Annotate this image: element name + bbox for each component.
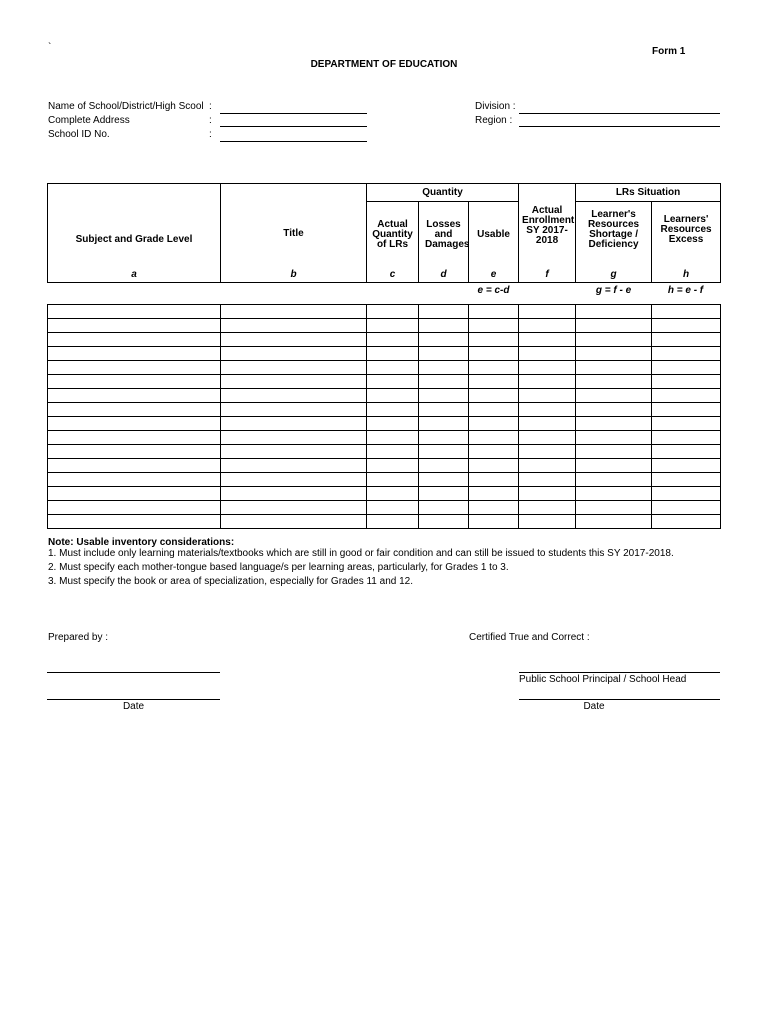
table-cell[interactable] — [469, 459, 519, 473]
table-cell[interactable] — [652, 473, 721, 487]
table-cell[interactable] — [48, 515, 221, 529]
table-cell[interactable] — [221, 403, 367, 417]
table-cell[interactable] — [576, 417, 652, 431]
table-cell[interactable] — [48, 375, 221, 389]
table-cell[interactable] — [576, 501, 652, 515]
column-header-shortage — [576, 202, 652, 283]
table-cell[interactable] — [221, 459, 367, 473]
table-cell[interactable] — [221, 417, 367, 431]
table-cell[interactable] — [419, 403, 469, 417]
table-cell[interactable] — [652, 305, 721, 319]
date-label-left: Date — [122, 701, 145, 712]
table-cell[interactable] — [519, 347, 576, 361]
formula-g: g = f - e — [595, 285, 632, 296]
table-cell[interactable] — [367, 333, 419, 347]
notes-title: Note: Usable inventory considerations: — [48, 537, 235, 548]
table-cell[interactable] — [652, 417, 721, 431]
table-cell[interactable] — [519, 515, 576, 529]
table-row — [48, 459, 721, 473]
table-cell[interactable] — [469, 417, 519, 431]
table-cell[interactable] — [221, 305, 367, 319]
table-cell[interactable] — [419, 417, 469, 431]
table-cell[interactable] — [419, 319, 469, 333]
table-cell[interactable] — [652, 319, 721, 333]
table-cell[interactable] — [419, 361, 469, 375]
table-cell[interactable] — [419, 445, 469, 459]
school-id-field[interactable] — [220, 141, 367, 142]
column-label-shortage: Learner's Resources Shortage / Deficiency — [587, 209, 640, 250]
table-row — [48, 361, 721, 375]
table-cell[interactable] — [367, 403, 419, 417]
column-header-enrollment — [519, 184, 576, 283]
table-cell[interactable] — [48, 333, 221, 347]
column-header-losses — [419, 202, 469, 283]
table-cell[interactable] — [48, 417, 221, 431]
table-cell[interactable] — [48, 319, 221, 333]
address-label: Complete Address — [48, 115, 130, 126]
table-cell[interactable] — [652, 333, 721, 347]
table-cell[interactable] — [469, 515, 519, 529]
prepared-by-signature-line[interactable] — [47, 672, 220, 673]
column-label-usable: Usable — [477, 229, 510, 240]
table-cell[interactable] — [221, 361, 367, 375]
column-letter-g: g — [610, 269, 617, 280]
table-cell[interactable] — [576, 515, 652, 529]
table-cell[interactable] — [419, 501, 469, 515]
column-label-title: Title — [283, 228, 304, 239]
table-cell[interactable] — [652, 361, 721, 375]
table-cell[interactable] — [469, 375, 519, 389]
table-cell[interactable] — [519, 305, 576, 319]
table-row — [48, 403, 721, 417]
column-header-excess — [652, 202, 721, 283]
table-cell[interactable] — [469, 403, 519, 417]
region-field[interactable] — [519, 126, 720, 127]
table-cell[interactable] — [367, 473, 419, 487]
column-label-losses: Losses and Damages — [425, 219, 470, 250]
table-cell[interactable] — [469, 445, 519, 459]
table-cell[interactable] — [652, 347, 721, 361]
column-header-subject — [48, 184, 221, 283]
table-cell[interactable] — [367, 515, 419, 529]
table-cell[interactable] — [221, 389, 367, 403]
table-cell[interactable] — [367, 347, 419, 361]
table-cell[interactable] — [419, 333, 469, 347]
certified-label: Certified True and Correct : — [469, 632, 590, 643]
table-cell[interactable] — [519, 417, 576, 431]
column-label-actual-quantity: Actual Quantity of LRs — [372, 219, 413, 250]
table-cell[interactable] — [576, 431, 652, 445]
table-row — [48, 473, 721, 487]
table-cell[interactable] — [469, 431, 519, 445]
table-cell[interactable] — [652, 389, 721, 403]
table-cell[interactable] — [519, 389, 576, 403]
colon: : — [209, 101, 212, 112]
table-cell[interactable] — [519, 319, 576, 333]
table-cell[interactable] — [469, 473, 519, 487]
page-title: DEPARTMENT OF EDUCATION — [310, 59, 458, 70]
table-cell[interactable] — [367, 389, 419, 403]
table-cell[interactable] — [221, 515, 367, 529]
note-item-3: 3. Must specify the book or area of specialization, especially for Grades 11 and 12. — [48, 576, 414, 587]
colon: : — [209, 115, 212, 126]
table-cell[interactable] — [469, 319, 519, 333]
note-item-2: 2. Must specify each mother-tongue based language/s per learning areas, particularly, for Grades 1 to 3. — [48, 562, 509, 573]
table-row — [48, 389, 721, 403]
column-header-actual-quantity — [367, 202, 419, 283]
table-cell[interactable] — [221, 473, 367, 487]
table-row — [48, 319, 721, 333]
column-letter-b: b — [290, 269, 297, 280]
column-label-enrollment: Actual Enrollment SY 2017-2018 — [522, 205, 575, 246]
table-cell[interactable] — [576, 389, 652, 403]
table-cell[interactable] — [519, 375, 576, 389]
column-letter-a: a — [131, 269, 137, 280]
table-cell[interactable] — [652, 501, 721, 515]
formula-e: e = c-d — [477, 285, 510, 296]
column-letter-e: e — [490, 269, 497, 280]
note-item-1: 1. Must include only learning materials/textbooks which are still in good or fair condition and can still be issued to students this SY 2017-2018. — [48, 548, 674, 559]
table-cell[interactable] — [367, 305, 419, 319]
table-cell[interactable] — [48, 403, 221, 417]
column-letter-h: h — [682, 269, 690, 280]
tick-mark: ` — [48, 42, 52, 53]
table-cell[interactable] — [48, 487, 221, 501]
table-row — [48, 347, 721, 361]
table-cell[interactable] — [576, 375, 652, 389]
table-cell[interactable] — [519, 431, 576, 445]
inventory-header-table — [47, 183, 721, 283]
table-cell[interactable] — [519, 459, 576, 473]
school-name-field[interactable] — [220, 113, 367, 114]
table-cell[interactable] — [576, 459, 652, 473]
prepared-by-label: Prepared by : — [48, 632, 109, 643]
column-label-subject: Subject and Grade Level — [75, 234, 193, 245]
table-cell[interactable] — [419, 459, 469, 473]
table-cell[interactable] — [367, 487, 419, 501]
table-cell[interactable] — [221, 431, 367, 445]
table-cell[interactable] — [652, 445, 721, 459]
table-cell[interactable] — [469, 305, 519, 319]
table-cell[interactable] — [48, 361, 221, 375]
column-letter-d: d — [440, 269, 447, 280]
table-cell[interactable] — [519, 487, 576, 501]
table-cell[interactable] — [367, 445, 419, 459]
table-row — [48, 333, 721, 347]
table-cell[interactable] — [652, 487, 721, 501]
table-cell[interactable] — [469, 487, 519, 501]
table-cell[interactable] — [48, 501, 221, 515]
table-cell[interactable] — [419, 515, 469, 529]
table-cell[interactable] — [221, 501, 367, 515]
table-cell[interactable] — [652, 375, 721, 389]
table-cell[interactable] — [576, 445, 652, 459]
table-cell[interactable] — [48, 431, 221, 445]
principal-signature-line[interactable] — [519, 672, 720, 673]
table-cell[interactable] — [576, 347, 652, 361]
table-cell[interactable] — [419, 487, 469, 501]
table-cell[interactable] — [48, 445, 221, 459]
table-cell[interactable] — [652, 459, 721, 473]
table-row — [48, 417, 721, 431]
column-letter-c: c — [389, 269, 396, 280]
table-cell[interactable] — [419, 431, 469, 445]
table-cell[interactable] — [652, 515, 721, 529]
table-cell[interactable] — [519, 473, 576, 487]
table-row — [48, 501, 721, 515]
table-cell[interactable] — [221, 319, 367, 333]
table-cell[interactable] — [48, 459, 221, 473]
table-cell[interactable] — [367, 375, 419, 389]
table-cell[interactable] — [469, 361, 519, 375]
quantity-group-header: Quantity — [367, 184, 519, 202]
table-cell[interactable] — [419, 347, 469, 361]
table-cell[interactable] — [48, 305, 221, 319]
table-row — [48, 305, 721, 319]
colon: : — [209, 129, 212, 140]
table-cell[interactable] — [652, 403, 721, 417]
table-cell[interactable] — [48, 473, 221, 487]
table-cell[interactable] — [519, 361, 576, 375]
table-cell[interactable] — [367, 319, 419, 333]
table-cell[interactable] — [221, 333, 367, 347]
table-cell[interactable] — [519, 333, 576, 347]
table-row — [48, 487, 721, 501]
table-cell[interactable] — [469, 333, 519, 347]
table-row — [48, 515, 721, 529]
table-cell[interactable] — [419, 305, 469, 319]
table-row — [48, 375, 721, 389]
table-cell[interactable] — [367, 459, 419, 473]
table-cell[interactable] — [519, 403, 576, 417]
table-row — [48, 445, 721, 459]
table-cell[interactable] — [519, 445, 576, 459]
table-cell[interactable] — [419, 473, 469, 487]
table-cell[interactable] — [221, 375, 367, 389]
table-cell[interactable] — [652, 431, 721, 445]
table-row — [48, 431, 721, 445]
table-cell[interactable] — [367, 501, 419, 515]
table-cell[interactable] — [48, 347, 221, 361]
table-cell[interactable] — [367, 417, 419, 431]
column-header-usable — [469, 202, 519, 283]
table-cell[interactable] — [576, 333, 652, 347]
table-cell[interactable] — [367, 361, 419, 375]
table-cell[interactable] — [576, 305, 652, 319]
form-number: Form 1 — [652, 46, 686, 57]
principal-label: Public School Principal / School Head — [519, 674, 687, 685]
table-cell[interactable] — [419, 375, 469, 389]
school-name-label: Name of School/District/High Scool — [48, 101, 204, 112]
column-label-excess: Learners' Resources Excess — [660, 214, 712, 245]
division-field[interactable] — [519, 113, 720, 114]
table-cell[interactable] — [469, 347, 519, 361]
formula-h: h = e - f — [667, 285, 704, 296]
inventory-entry-table — [47, 304, 721, 529]
table-cell[interactable] — [48, 389, 221, 403]
table-cell[interactable] — [469, 389, 519, 403]
lrs-situation-group-header: LRs Situation — [576, 184, 721, 202]
table-cell[interactable] — [469, 501, 519, 515]
certified-date-line[interactable] — [519, 699, 720, 700]
table-cell[interactable] — [576, 319, 652, 333]
table-cell[interactable] — [221, 347, 367, 361]
table-cell[interactable] — [576, 403, 652, 417]
table-cell[interactable] — [419, 389, 469, 403]
date-label-right: Date — [583, 701, 605, 712]
region-label: Region : — [475, 115, 513, 126]
table-cell[interactable] — [221, 487, 367, 501]
division-label: Division : — [475, 101, 516, 112]
address-field[interactable] — [220, 126, 367, 127]
table-cell[interactable] — [221, 445, 367, 459]
table-cell[interactable] — [576, 487, 652, 501]
column-letter-f: f — [545, 269, 549, 280]
school-id-label: School ID No. — [48, 129, 110, 140]
table-cell[interactable] — [576, 473, 652, 487]
table-cell[interactable] — [519, 501, 576, 515]
table-cell[interactable] — [367, 431, 419, 445]
table-cell[interactable] — [576, 361, 652, 375]
column-header-title — [221, 184, 367, 283]
prepared-date-line[interactable] — [47, 699, 220, 700]
